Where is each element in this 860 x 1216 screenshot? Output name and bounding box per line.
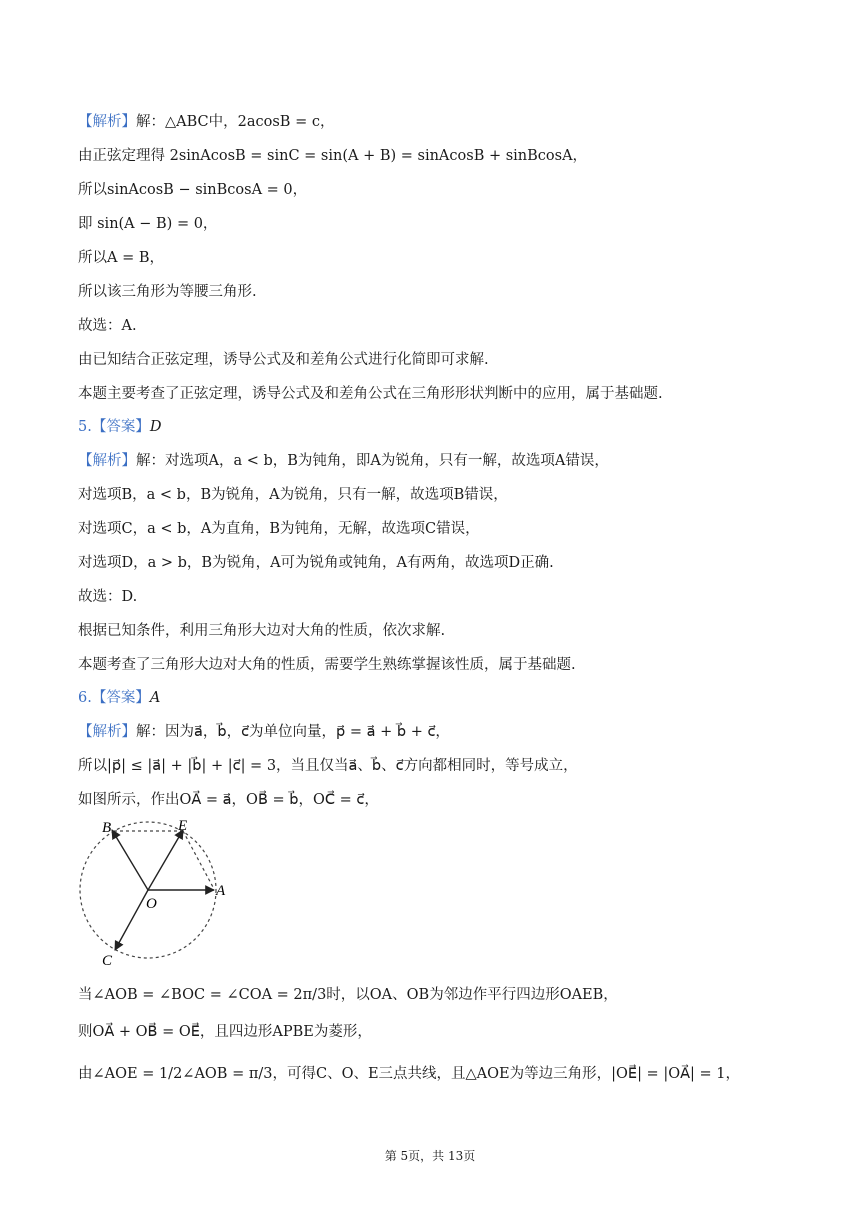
text-line: 对选项C，a < b，A为直角，B为钝角，无解，故选项C错误， bbox=[78, 521, 480, 537]
text-line: 所以|p⃗| ≤ |a⃗| + |b⃗| + |c⃗| = 3，当且仅当a⃗、b⃗、c⃗方向都相同时，等号成立， bbox=[78, 758, 578, 774]
text-line: 本题主要考查了正弦定理，诱导公式及和差角公式在三角形形状判断中的应用，属于基础题. bbox=[78, 386, 663, 402]
dashed-edge-EA bbox=[183, 831, 214, 889]
text-line: 则OA⃗ + OB⃗ = OE⃗，且四边形APBE为菱形， bbox=[78, 1024, 372, 1040]
label-B: B bbox=[102, 820, 112, 836]
answer-tag: 6.【答案】 bbox=[78, 690, 150, 706]
label-A: A bbox=[216, 883, 226, 899]
text-line: 本题考查了三角形大边对大角的性质，需要学生熟练掌握该性质，属于基础题. bbox=[78, 657, 576, 673]
text-line: 所以A = B， bbox=[78, 250, 164, 266]
vector-OC bbox=[115, 890, 148, 950]
analysis-line-1: 【解析】解：△ABC中，2acosB = c， bbox=[78, 114, 335, 130]
text-line: 即 sin(A − B) = 0， bbox=[78, 216, 218, 232]
label-E: E bbox=[178, 818, 188, 834]
text-line: 对选项D，a > b，B为锐角，A可为锐角或钝角，A有两角，故选项D正确. bbox=[78, 555, 554, 571]
text-line: 由∠AOE = 1/2∠AOB = π/3，可得C、O、E三点共线，且△AOE为等边三角形，|OE⃗| = |OA⃗| = 1， bbox=[78, 1066, 740, 1082]
text-line: 由正弦定理得 2sinAcosB = sinC = sin(A + B) = sinAcosB + sinBcosA， bbox=[78, 148, 588, 164]
vector-OB bbox=[112, 830, 148, 890]
analysis-tag: 【解析】 bbox=[78, 724, 136, 740]
text-line: 故选：A. bbox=[78, 318, 137, 334]
text-line: 故选：D. bbox=[78, 589, 138, 605]
page-footer: 第 5页，共 13页 bbox=[384, 1149, 476, 1163]
text-line: 如图所示，作出OA⃗ = a⃗，OB⃗ = b⃗，OC⃗ = c⃗， bbox=[78, 792, 379, 808]
label-C: C bbox=[102, 953, 113, 969]
analysis-line-6: 【解析】解：因为a⃗，b⃗，c⃗为单位向量，p⃗ = a⃗ + b⃗ + c⃗， bbox=[78, 724, 450, 740]
vector-figure bbox=[72, 810, 242, 970]
answer-value: D bbox=[149, 419, 162, 435]
text-line: 当∠AOB = ∠BOC = ∠COA = 2π/3时，以OA、OB为邻边作平行四边形OAEB， bbox=[78, 987, 618, 1003]
text-line: 对选项B，a < b，B为锐角，A为锐角，只有一解，故选项B错误， bbox=[78, 487, 508, 503]
vector-OE bbox=[148, 830, 183, 890]
analysis-tag: 【解析】 bbox=[78, 114, 136, 130]
text-line: 根据已知条件，利用三角形大边对大角的性质，依次求解. bbox=[78, 623, 446, 639]
answer-line-6 bbox=[78, 688, 160, 708]
text-line: 所以sinAcosB − sinBcosA = 0， bbox=[78, 182, 308, 198]
text-line: 由已知结合正弦定理，诱导公式及和差角公式进行化简即可求解. bbox=[78, 352, 489, 368]
text-line: 所以该三角形为等腰三角形. bbox=[78, 284, 257, 300]
answer-tag: 5.【答案】 bbox=[78, 419, 150, 435]
answer-line-5 bbox=[78, 417, 161, 437]
analysis-tag: 【解析】 bbox=[78, 453, 136, 469]
answer-value: A bbox=[149, 690, 161, 706]
label-O: O bbox=[146, 896, 157, 912]
analysis-line-5: 【解析】解：对选项A，a < b，B为钝角，即A为锐角，只有一解，故选项A错误， bbox=[78, 453, 609, 469]
